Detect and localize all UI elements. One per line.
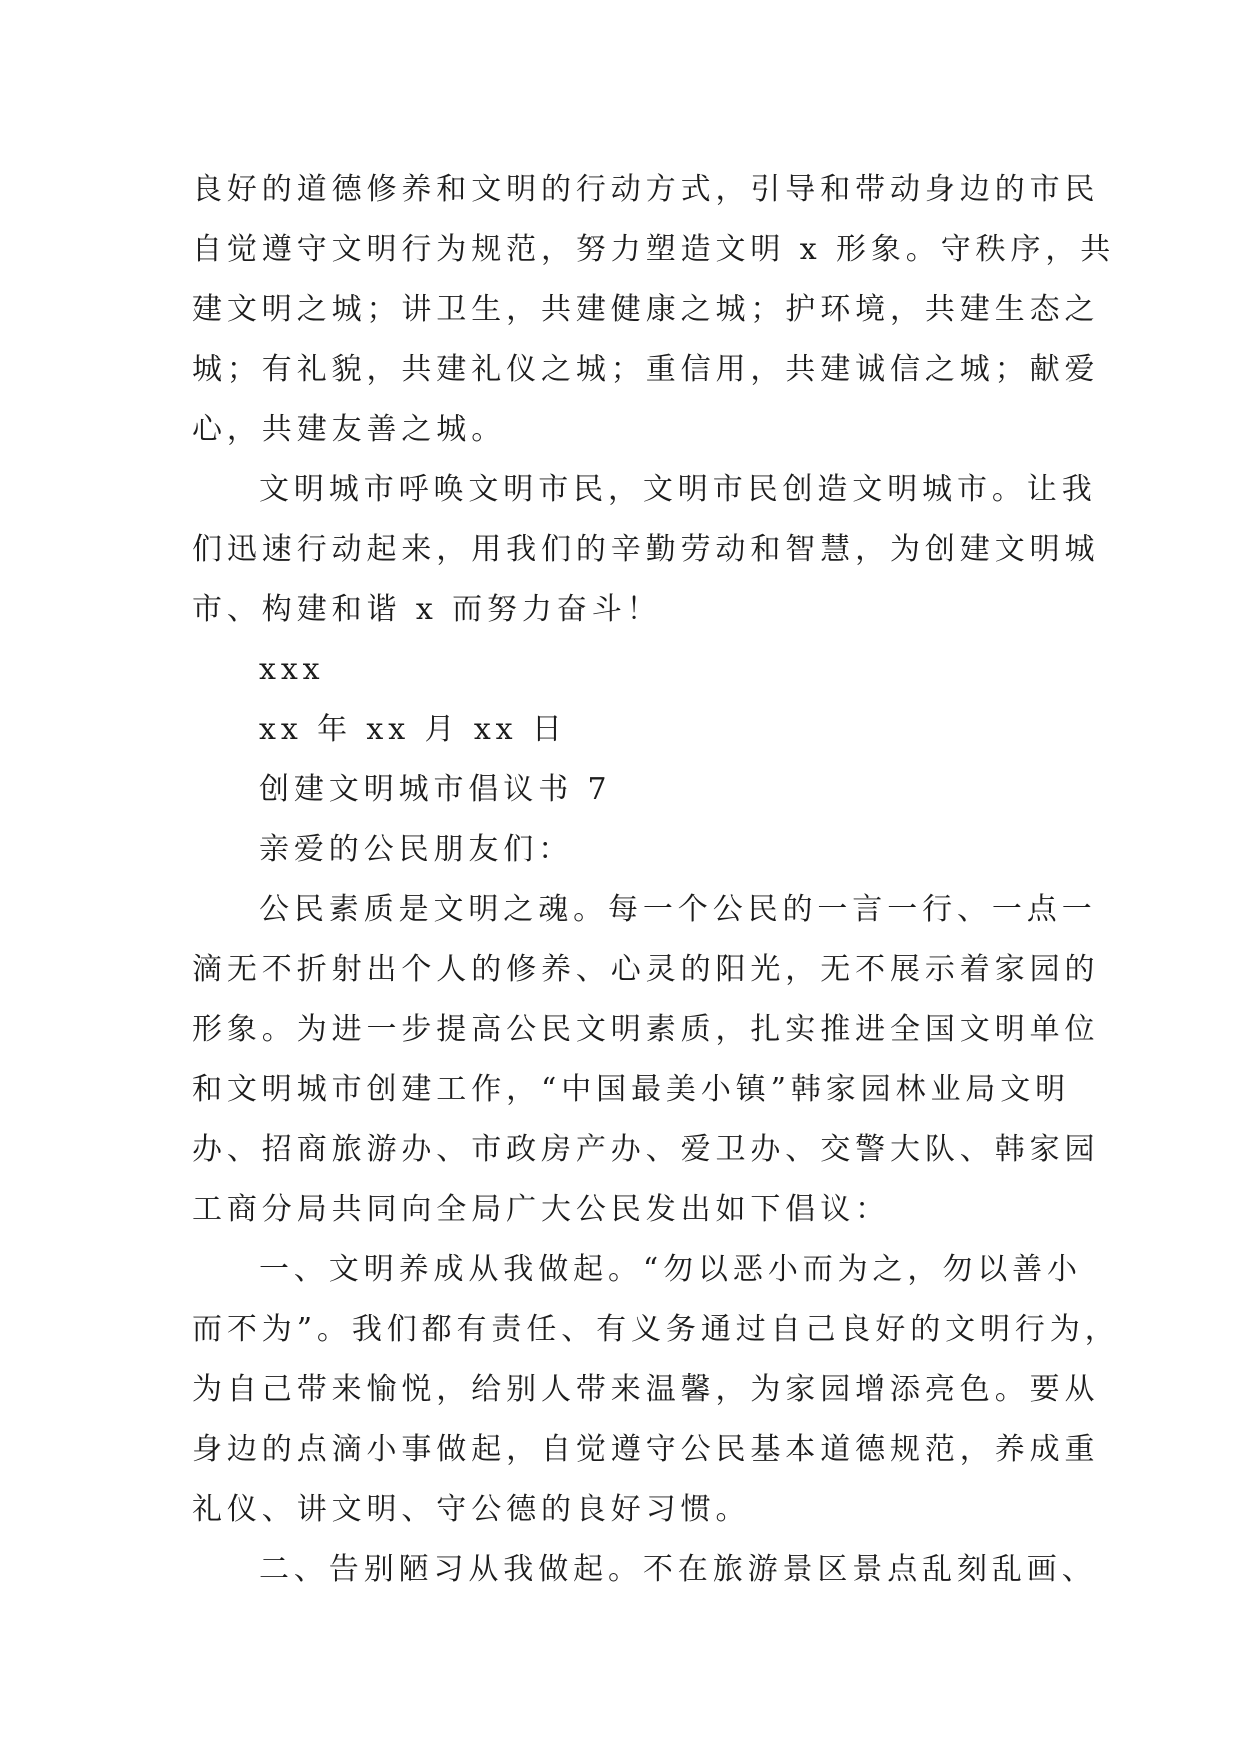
text-line: 心，共建友善之城。	[192, 412, 507, 447]
text-line: 市、构建和谐 x 而努力奋斗！	[192, 592, 662, 627]
text-line: 良好的道德修养和文明的行动方式，引导和带动身边的市民	[192, 172, 1100, 207]
text-line: 们迅速行动起来，用我们的辛勤劳动和智慧，为创建文明城	[192, 532, 1100, 567]
document-body	[192, 160, 1120, 1600]
text-line: 滴无不折射出个人的修养、心灵的阳光，无不展示着家园的	[192, 952, 1100, 987]
text-line: 身边的点滴小事做起，自觉遵守公民基本道德规范，养成重	[192, 1432, 1100, 1467]
salutation: 亲爱的公民朋友们：	[259, 832, 574, 867]
signature-date: xx 年 xx 月 xx 日	[259, 712, 567, 747]
paragraph-start: 公民素质是文明之魂。每一个公民的一言一行、一点一	[259, 892, 1097, 927]
text-line: 自觉遵守文明行为规范，努力塑造文明 x 形象。守秩序，共	[192, 232, 1116, 267]
paragraph-start: 文明城市呼唤文明市民，文明市民创造文明城市。让我	[259, 472, 1097, 507]
signature-name: xxx	[259, 652, 325, 687]
text-line: 城；有礼貌，共建礼仪之城；重信用，共建诚信之城；献爱	[192, 352, 1100, 387]
text-line: 建文明之城；讲卫生，共建健康之城；护环境，共建生态之	[192, 292, 1100, 327]
text-line: 办、招商旅游办、市政房产办、爱卫办、交警大队、韩家园	[192, 1132, 1100, 1167]
paragraph-start: 二、告别陋习从我做起。不在旅游景区景点乱刻乱画、	[259, 1552, 1097, 1587]
text-line: 礼仪、讲文明、守公德的良好习惯。	[192, 1492, 751, 1527]
text-line: 形象。为进一步提高公民文明素质，扎实推进全国文明单位	[192, 1012, 1100, 1047]
text-line: 为自己带来愉悦，给别人带来温馨，为家园增添亮色。要从	[192, 1372, 1100, 1407]
paragraph-start: 一、文明养成从我做起。“勿以恶小而为之，勿以善小	[259, 1252, 1082, 1287]
section-title: 创建文明城市倡议书 7	[259, 772, 612, 807]
text-line: 而不为”。我们都有责任、有义务通过自己良好的文明行为，	[192, 1312, 1120, 1347]
text-line: 工商分局共同向全局广大公民发出如下倡议：	[192, 1192, 890, 1227]
text-line: 和文明城市创建工作，“中国最美小镇”韩家园林业局文明	[192, 1072, 1071, 1107]
